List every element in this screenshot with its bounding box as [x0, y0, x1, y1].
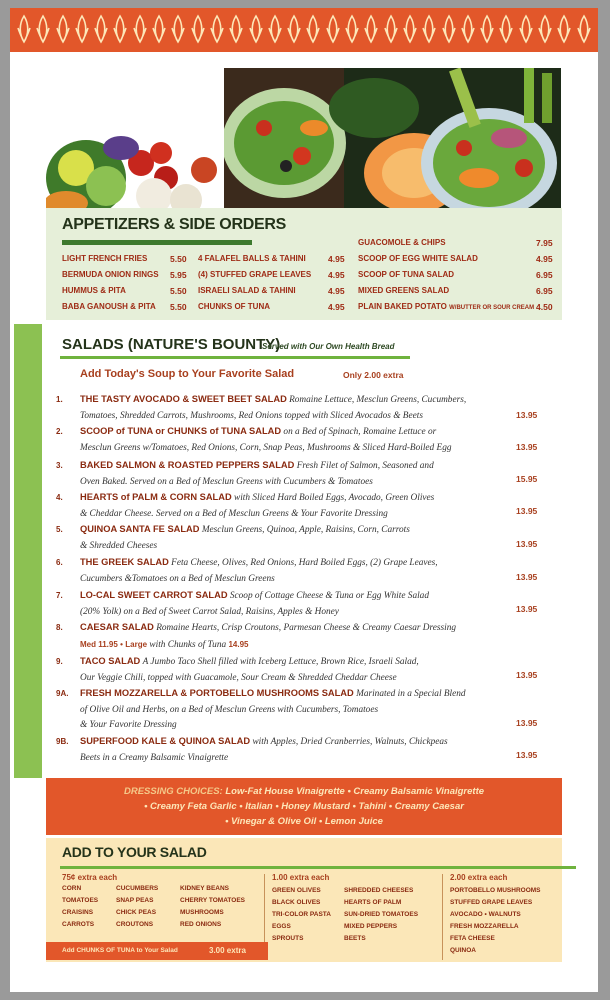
salad-number: 4.: [56, 493, 63, 502]
salad-number: 8.: [56, 623, 63, 632]
salads-subtitle: Served with Our Own Health Bread: [262, 342, 395, 351]
appetizer-item-note: W/BUTTER OR SOUR CREAM: [449, 305, 535, 311]
appetizer-price: 5.95: [170, 270, 187, 280]
add-tuna-text: Add CHUNKS OF TUNA to Your Salad: [62, 947, 178, 954]
add-item: SUN-DRIED TOMATOES: [344, 911, 419, 918]
salad-item: [56, 686, 546, 734]
appetizer-item: LIGHT FRENCH FRIES: [62, 254, 148, 263]
lotus-motif-icon: [421, 14, 437, 46]
salad-name: FRESH MOZZARELLA & PORTOBELLO MUSHROOMS SALAD: [80, 688, 354, 698]
add-group-heading: 1.00 extra each: [272, 873, 330, 882]
salad-desc: Oven Baked. Served on a Bed of Mesclun Greens with Cucumbers & Tomatoes: [80, 476, 373, 487]
salad-price: 13.95: [516, 539, 538, 549]
add-group-heading: 75¢ extra each: [62, 873, 118, 882]
bullet-separator: •: [120, 639, 123, 649]
appetizer-price: 5.50: [170, 286, 187, 296]
appetizer-price: 4.95: [328, 270, 345, 280]
appetizers-underline: [62, 240, 252, 245]
add-item: TOMATOES: [62, 897, 99, 904]
salad-price: 13.95: [516, 718, 538, 728]
appetizer-price: 6.95: [536, 270, 553, 280]
appetizer-item: HUMMUS & PITA: [62, 286, 126, 295]
salad-desc: Feta Cheese, Olives, Red Onions, Hard Boiled Eggs, (2) Grape Leaves,: [171, 558, 438, 568]
salad-desc: Fresh Filet of Salmon, Seasoned and: [296, 461, 434, 471]
lotus-motif-icon: [112, 14, 128, 46]
column-divider: [442, 874, 443, 960]
lotus-motif-row: [16, 14, 592, 46]
lotus-motif-icon: [132, 14, 148, 46]
salad-item: [56, 522, 546, 554]
lotus-motif-icon: [518, 14, 534, 46]
salad-price: 15.95: [516, 474, 538, 484]
salad-desc: Mesclun Greens, Quinoa, Apple, Raisins, Corn, Carrots: [201, 525, 410, 535]
lotus-motif-icon: [190, 14, 206, 46]
lotus-motif-icon: [170, 14, 186, 46]
lotus-motif-icon: [402, 14, 418, 46]
add-item: CUCUMBERS: [116, 885, 159, 892]
salad-number: 2.: [56, 427, 63, 436]
salad-price: 13.95: [516, 442, 538, 452]
salad-bowls-photo: [224, 68, 561, 216]
salad-desc: & Cheddar Cheese. Served on a Bed of Mesclun Greens & Your Favorite Dressing: [80, 508, 388, 519]
add-item: KIDNEY BEANS: [180, 885, 230, 892]
salad-desc: with Chunks of Tuna: [149, 639, 227, 650]
lotus-motif-icon: [325, 14, 341, 46]
lotus-motif-icon: [363, 14, 379, 46]
lotus-motif-icon: [151, 14, 167, 46]
lotus-motif-icon: [209, 14, 225, 46]
salad-desc: Beets in a Creamy Balsamic Vinaigrette: [80, 752, 229, 763]
add-item: RED ONIONS: [180, 921, 222, 928]
salad-name: QUINOA SANTA FE SALAD: [80, 524, 200, 534]
lotus-motif-icon: [228, 14, 244, 46]
salad-item: [56, 424, 546, 456]
salad-desc: & Your Favorite Dressing: [80, 720, 177, 730]
appetizers-section: [46, 208, 562, 320]
add-tuna-price: 3.00 extra: [209, 946, 246, 955]
lotus-motif-icon: [248, 14, 264, 46]
lotus-motif-icon: [576, 14, 592, 46]
salads-underline: [60, 356, 410, 359]
appetizer-item: MIXED GREENS SALAD: [358, 286, 450, 295]
appetizers-title: APPETIZERS & SIDE ORDERS: [62, 216, 286, 233]
lotus-motif-icon: [286, 14, 302, 46]
add-to-salad-section: [46, 838, 562, 962]
add-item: STUFFED GRAPE LEAVES: [450, 899, 533, 906]
salads-green-bar: [14, 324, 42, 778]
appetizer-price: 5.50: [170, 254, 187, 264]
appetizer-price: 4.95: [328, 254, 345, 264]
add-item: PORTOBELLO MUSHROOMS: [450, 887, 541, 894]
appetizer-price: 6.95: [536, 286, 553, 296]
salad-item: [56, 588, 546, 620]
salad-desc: Scoop of Cottage Cheese & Tuna or Egg White Salad: [229, 591, 429, 601]
appetizer-item: SCOOP OF TUNA SALAD: [358, 270, 455, 279]
add-item: BLACK OLIVES: [272, 899, 321, 906]
appetizer-item-name: PLAIN BAKED POTATO: [358, 302, 447, 311]
salad-item: [56, 620, 546, 653]
lotus-motif-icon: [383, 14, 399, 46]
salad-name: THE TASTY AVOCADO & SWEET BEET SALAD: [80, 394, 287, 404]
add-item: FETA CHEESE: [450, 935, 495, 942]
appetizer-price: 4.95: [328, 302, 345, 312]
salad-name: THE GREEK SALAD: [80, 557, 169, 567]
salad-desc: (20% Yolk) on a Bed of Sweet Carrot Salad, Raisins, Apples & Honey: [80, 606, 339, 617]
add-item: CROUTONS: [116, 921, 154, 928]
add-item: MUSHROOMS: [180, 909, 224, 916]
salad-name: BAKED SALMON & ROASTED PEPPERS SALAD: [80, 460, 295, 470]
add-item: GREEN OLIVES: [272, 887, 321, 894]
add-item: SPROUTS: [272, 935, 304, 942]
salad-number: 1.: [56, 395, 63, 404]
salad-desc: of Olive Oil and Herbs, on a Bed of Mesclun Greens with Cucumbers, Tomatoes: [80, 704, 379, 715]
lotus-motif-icon: [267, 14, 283, 46]
salad-name: TACO SALAD: [80, 656, 141, 666]
salad-desc: Romaine Lettuce, Mesclun Greens, Cucumbers,: [289, 395, 467, 405]
salad-number: 5.: [56, 525, 63, 534]
salad-desc: A Jumbo Taco Shell filled with Iceberg Lettuce, Brown Rice, Israeli Salad,: [142, 657, 419, 667]
dressing-options: Low-Fat House Vinaigrette • Creamy Balsamic Vinaigrette: [225, 786, 485, 797]
caesar-large-label: Large: [125, 639, 148, 649]
add-item: SHREDDED CHEESES: [344, 887, 414, 894]
salad-desc: Our Veggie Chili, topped with Guacamole, Sour Cream & Shredded Cheddar Cheese: [80, 672, 397, 683]
salad-desc: with Sliced Hard Boiled Eggs, Avocado, Green Olives: [234, 493, 435, 503]
salad-name: HEARTS of PALM & CORN SALAD: [80, 492, 232, 502]
salad-desc: Cucumbers &Tomatoes on a Bed of Mesclun Greens: [80, 573, 275, 584]
lotus-motif-icon: [55, 14, 71, 46]
salad-item: [56, 654, 546, 686]
salad-name: LO-CAL SWEET CARROT SALAD: [80, 590, 228, 600]
lotus-motif-icon: [93, 14, 109, 46]
add-item: CORN: [62, 885, 82, 892]
lotus-motif-icon: [479, 14, 495, 46]
add-item: MIXED PEPPERS: [344, 923, 398, 930]
add-item: CARROTS: [62, 921, 95, 928]
salad-price: 13.95: [516, 410, 538, 420]
appetizer-item: SCOOP OF EGG WHITE SALAD: [358, 254, 478, 263]
salad-desc: Tomatoes, Shredded Carrots, Mushrooms, Red Onions topped with Sliced Avocados & Beets: [80, 410, 423, 421]
fruit-photo: [46, 108, 221, 216]
dressing-line: [46, 786, 562, 797]
appetizer-item: (4) STUFFED GRAPE LEAVES: [198, 270, 312, 279]
lotus-motif-icon: [460, 14, 476, 46]
salad-number: 9.: [56, 657, 63, 666]
menu-page: [10, 8, 598, 992]
soup-offer-price: Only 2.00 extra: [343, 370, 404, 380]
lotus-motif-icon: [498, 14, 514, 46]
dressing-label: DRESSING CHOICES:: [123, 786, 223, 797]
appetizer-item: BERMUDA ONION RINGS: [62, 270, 159, 279]
appetizer-item: GUACOMOLE & CHIPS: [358, 238, 446, 247]
appetizer-price: 5.50: [170, 302, 187, 312]
add-item: SNAP PEAS: [116, 897, 154, 904]
add-item: AVOCADO • WALNUTS: [450, 911, 521, 918]
salad-number: 7.: [56, 591, 63, 600]
decorative-header-band: [10, 8, 598, 52]
add-group-heading: 2.00 extra each: [450, 873, 508, 882]
salad-name: SCOOP of TUNA or CHUNKS of TUNA SALAD: [80, 426, 282, 436]
lotus-motif-icon: [441, 14, 457, 46]
lotus-motif-icon: [305, 14, 321, 46]
salad-item: [56, 490, 546, 522]
appetizer-price: 4.95: [328, 286, 345, 296]
add-tuna-banner: [46, 942, 268, 960]
appetizer-item: CHUNKS OF TUNA: [198, 302, 270, 311]
salad-number: 9B.: [56, 737, 69, 746]
dressing-options: • Vinegar & Olive Oil • Lemon Juice: [225, 816, 383, 827]
add-item: EGGS: [272, 923, 291, 930]
appetizer-price: 4.50: [536, 302, 553, 312]
dressing-options: • Creamy Feta Garlic • Italian • Honey Mustard • Tahini • Creamy Caesar: [144, 801, 464, 812]
salad-item: [56, 734, 546, 766]
food-photos: [46, 68, 561, 216]
appetizer-item: ISRAELI SALAD & TAHINI: [198, 286, 296, 295]
salad-price: 13.95: [516, 572, 538, 582]
salad-price: 13.95: [516, 604, 538, 614]
salad-name: SUPERFOOD KALE & QUINOA SALAD: [80, 736, 251, 746]
add-item: TRI-COLOR PASTA: [272, 911, 331, 918]
appetizer-price: 7.95: [536, 238, 553, 248]
add-item: BEETS: [344, 935, 366, 942]
salad-price: 13.95: [516, 506, 538, 516]
salad-desc: Romaine Hearts, Crisp Croutons, Parmesan Cheese & Creamy Caesar Dressing: [156, 623, 457, 633]
salad-price: 13.95: [516, 750, 538, 760]
salad-number: 9A.: [56, 689, 69, 698]
add-item: CHERRY TOMATOES: [180, 897, 246, 904]
salad-item: [56, 458, 546, 490]
caesar-tuna-price: 14.95: [228, 639, 249, 649]
add-item: FRESH MOZZARELLA: [450, 923, 519, 930]
salad-desc: & Shredded Cheeses: [80, 540, 158, 551]
add-item: HEARTS OF PALM: [344, 899, 402, 906]
salad-item: [56, 555, 546, 587]
salads-title: SALADS (NATURE'S BOUNTY): [62, 336, 281, 353]
add-item: QUINOA: [450, 947, 476, 954]
lotus-motif-icon: [344, 14, 360, 46]
salad-desc: Mesclun Greens w/Tomatoes, Red Onions, Corn, Snap Peas, Mushrooms & Sliced Hard-Boiled Egg: [80, 442, 452, 453]
salad-number: 6.: [56, 558, 63, 567]
add-to-salad-title: ADD TO YOUR SALAD: [62, 844, 207, 860]
appetizer-item: 4 FALAFEL BALLS & TAHINI: [198, 254, 306, 263]
appetizer-price: 4.95: [536, 254, 553, 264]
soup-offer: Add Today's Soup to Your Favorite Salad: [80, 368, 295, 380]
salad-desc: with Apples, Dried Cranberries, Walnuts, Chickpeas: [252, 737, 448, 747]
appetizer-item: [358, 302, 534, 311]
lotus-motif-icon: [16, 14, 32, 46]
add-item: CHICK PEAS: [116, 909, 157, 916]
salad-name: CAESAR SALAD: [80, 622, 154, 632]
salad-number: 3.: [56, 461, 63, 470]
add-item: CRAISINS: [62, 909, 94, 916]
caesar-med-price: Med 11.95: [80, 639, 118, 649]
add-to-salad-underline: [60, 866, 576, 869]
lotus-motif-icon: [35, 14, 51, 46]
salad-desc: Marinated in a Special Blend: [356, 689, 466, 699]
lotus-motif-icon: [74, 14, 90, 46]
salad-desc: on a Bed of Spinach, Romaine Lettuce or: [283, 427, 437, 437]
salad-price: 13.95: [516, 670, 538, 680]
appetizer-item: BABA GANOUSH & PITA: [62, 302, 156, 311]
salad-item: [56, 392, 546, 424]
lotus-motif-icon: [556, 14, 572, 46]
dressing-choices-section: [46, 778, 562, 835]
lotus-motif-icon: [537, 14, 553, 46]
